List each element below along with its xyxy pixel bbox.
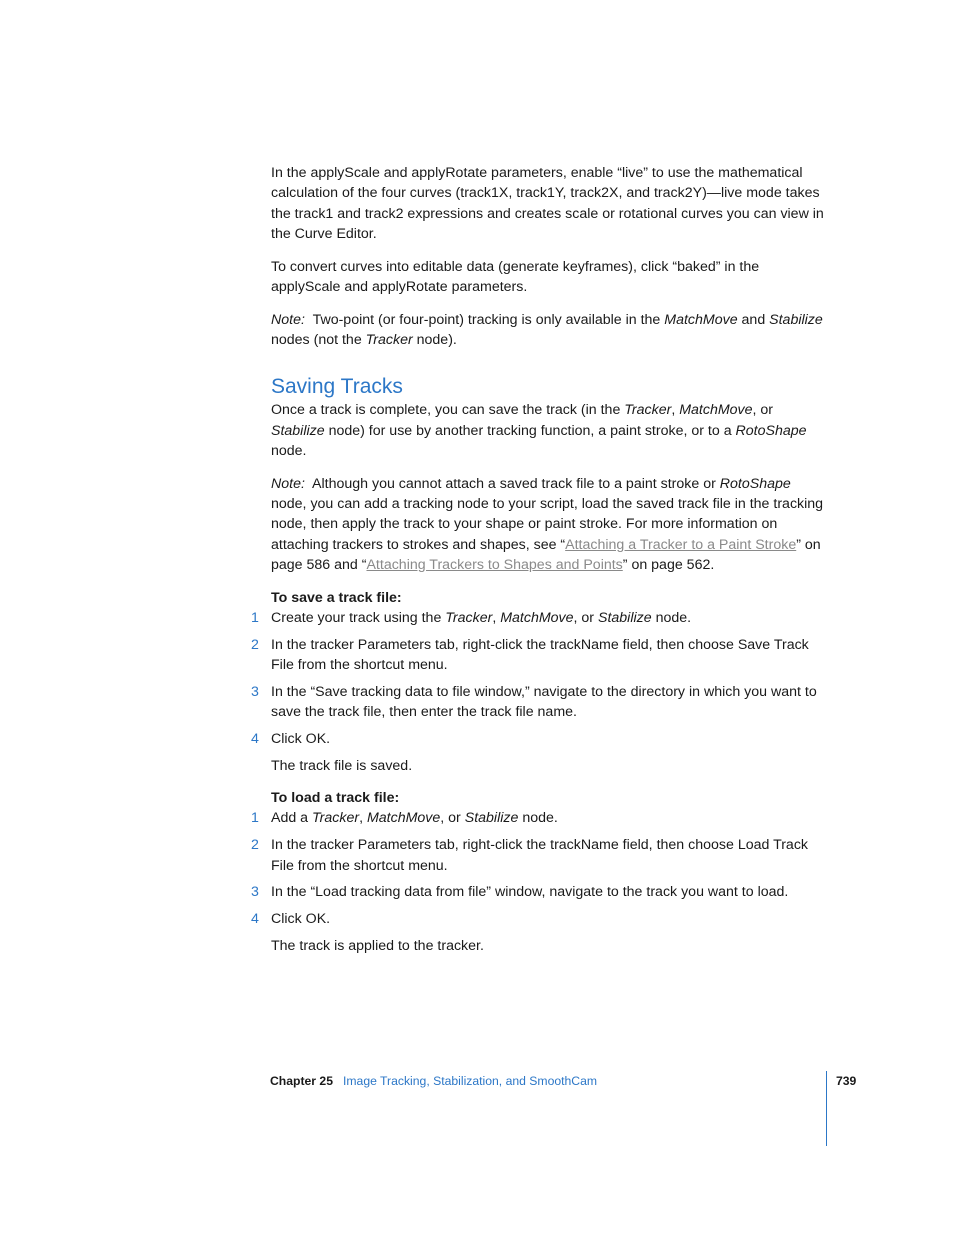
note-text: nodes (not the bbox=[271, 332, 366, 349]
save-step-1 bbox=[251, 608, 827, 628]
step-text: , bbox=[492, 610, 501, 627]
body-text: Once a track is complete, you can save the track (in the bbox=[271, 402, 625, 419]
step-number: 2 bbox=[251, 837, 259, 854]
section-heading: Saving Tracks bbox=[271, 375, 403, 399]
link-attaching-tracker-paint-stroke[interactable]: Attaching a Tracker to a Paint Stroke bbox=[565, 536, 797, 553]
step-number: 1 bbox=[251, 810, 259, 827]
footer-chapter: Chapter 25 bbox=[270, 1074, 333, 1088]
footer-chapter-title: Image Tracking, Stabilization, and SmoothCam bbox=[343, 1074, 598, 1088]
node-name: Stabilize bbox=[271, 422, 325, 439]
note-text: ” on page 586 and “ bbox=[271, 536, 821, 573]
node-name: Stabilize bbox=[769, 311, 823, 328]
step-text: In the “Save tracking data to file window,” navigate to the directory in which you want to save the track file, then enter the track file name. bbox=[271, 683, 817, 721]
node-name: Tracker bbox=[365, 332, 413, 349]
note-text: Although you cannot attach a saved track file to a paint stroke or bbox=[312, 475, 720, 492]
note-text: node, you can add a tracking node to your script, load the saved track file in the tracking node, then apply the track to your shape or paint stroke. For more information on attaching trackers to strokes and shapes, see “ bbox=[271, 496, 824, 553]
node-name: MatchMove bbox=[679, 402, 753, 419]
intro-paragraph-1: In the applyScale and applyRotate parameters, enable “live” to use the mathematical calculation of the four curves (track1X, track1Y, track2X, and track2Y)—live mode takes the track1 and track2 expressions and creates scale or rotational curves you can view in the Curve Editor. bbox=[271, 165, 824, 242]
step-text: , bbox=[359, 810, 367, 827]
step-text: , or bbox=[440, 810, 465, 827]
step-number: 3 bbox=[251, 884, 259, 901]
step-text: Add a bbox=[271, 810, 313, 827]
node-name: Stabilize bbox=[464, 810, 519, 827]
load-step-2 bbox=[251, 835, 827, 876]
load-task-title: To load a track file: bbox=[271, 790, 400, 807]
step-text: Click OK. bbox=[271, 731, 331, 748]
step-text: In the “Load tracking data from file” window, navigate to the track you want to load. bbox=[271, 884, 789, 901]
node-name: Tracker bbox=[624, 402, 672, 419]
load-step-4 bbox=[251, 909, 827, 929]
save-result: The track file is saved. bbox=[271, 757, 413, 774]
save-step-2 bbox=[251, 635, 827, 676]
note-text: and bbox=[737, 311, 770, 328]
save-steps-list bbox=[251, 608, 827, 749]
body-text: , bbox=[671, 402, 680, 419]
node-name: MatchMove bbox=[366, 810, 441, 827]
step-number: 3 bbox=[251, 683, 259, 700]
node-name: MatchMove bbox=[664, 311, 738, 328]
page-footer bbox=[270, 1073, 597, 1089]
section-intro-paragraph bbox=[271, 400, 827, 461]
step-text: Click OK. bbox=[271, 911, 331, 928]
footer-divider bbox=[826, 1071, 827, 1146]
node-name: MatchMove bbox=[500, 610, 574, 627]
note-label: Note: bbox=[271, 311, 305, 328]
load-step-3 bbox=[251, 882, 827, 902]
page-number: 739 bbox=[836, 1074, 857, 1088]
node-name: Tracker bbox=[445, 610, 493, 627]
step-text: , or bbox=[573, 610, 598, 627]
intro-paragraph-2: To convert curves into editable data (generate keyframes), click “baked” in the applyScale and applyRotate parameters. bbox=[271, 258, 760, 295]
node-name: RotoShape bbox=[719, 475, 791, 492]
load-steps-list bbox=[251, 808, 827, 929]
node-name: Stabilize bbox=[597, 610, 652, 627]
save-task-title: To save a track file: bbox=[271, 589, 402, 606]
save-step-4 bbox=[251, 729, 827, 749]
note-attach-trackers bbox=[271, 474, 827, 575]
link-attaching-trackers-shapes-points[interactable]: Attaching Trackers to Shapes and Points bbox=[366, 556, 623, 573]
step-text: node. bbox=[651, 610, 692, 627]
body-text: node) for use by another tracking function, a paint stroke, or to a bbox=[324, 422, 736, 439]
step-text: In the tracker Parameters tab, right-click the trackName field, then choose Save Track File from the shortcut menu. bbox=[271, 636, 809, 674]
step-number: 4 bbox=[251, 911, 259, 928]
step-text: Create your track using the bbox=[271, 610, 446, 627]
node-name: RotoShape bbox=[735, 422, 807, 439]
note-two-point-tracking bbox=[271, 310, 827, 351]
step-text: node. bbox=[518, 810, 558, 827]
step-number: 4 bbox=[251, 731, 259, 748]
step-number: 1 bbox=[251, 610, 259, 627]
node-name: Tracker bbox=[312, 810, 360, 827]
note-label: Note: bbox=[271, 475, 305, 492]
body-text: node. bbox=[271, 442, 307, 459]
load-step-1 bbox=[251, 808, 827, 828]
note-text: Two-point (or four-point) tracking is only available in the bbox=[312, 311, 665, 328]
page-content bbox=[251, 163, 827, 968]
save-step-3 bbox=[251, 682, 827, 723]
note-text: node). bbox=[412, 332, 457, 349]
step-number: 2 bbox=[251, 636, 259, 653]
note-text: ” on page 562. bbox=[622, 556, 715, 573]
load-result: The track is applied to the tracker. bbox=[271, 937, 484, 954]
step-text: In the tracker Parameters tab, right-click the trackName field, then choose Load Track File from the shortcut menu. bbox=[271, 837, 809, 874]
body-text: , or bbox=[752, 402, 774, 419]
